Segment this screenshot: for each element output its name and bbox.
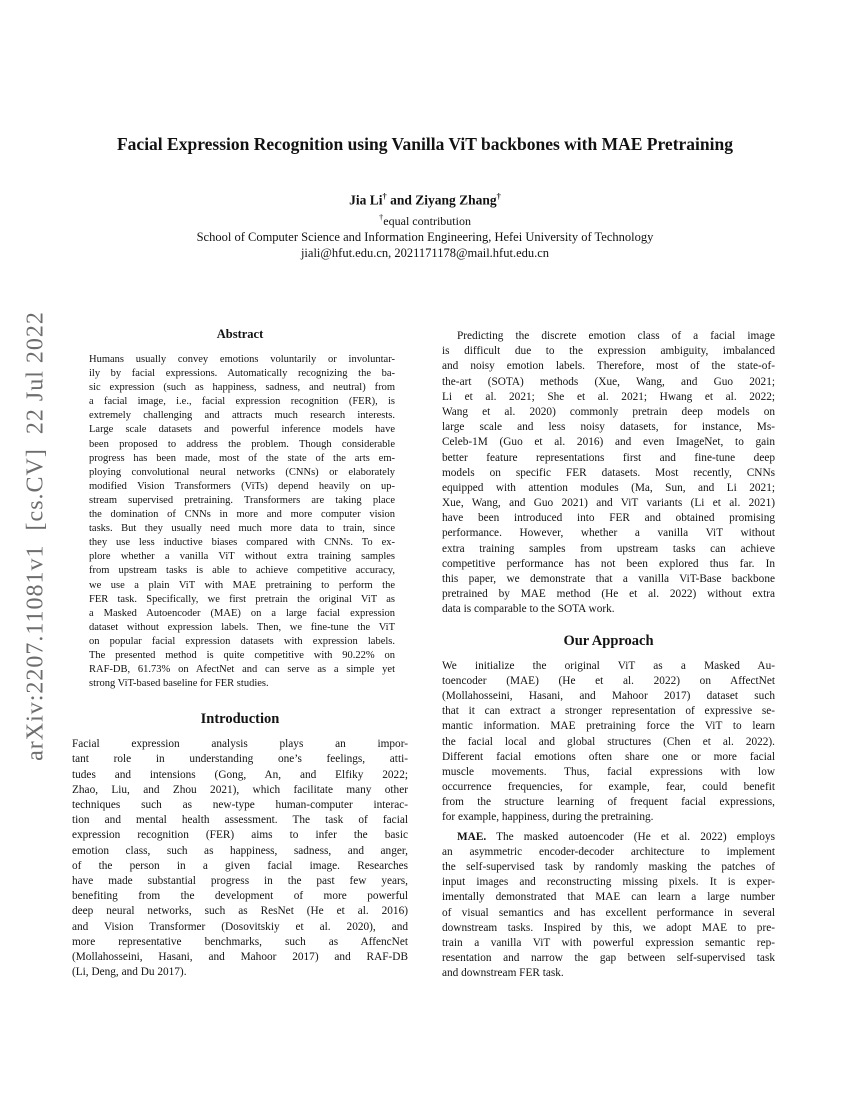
text-line: ily by facial expressions. Automatically recognizing the ba- [89,368,395,380]
contribution-note [0,212,850,229]
text-line: we use a plain ViT with MAE pretraining to perform the [89,579,395,591]
text-line: sic expression (such as happiness, sadness, and neutral) from [89,382,395,394]
text-line: deep neural networks, such as ResNet (He et al. 2016) [72,905,408,918]
text-line: (Mollahosseini, Hasani, and Mahoor 2017) and RAF-DB [72,950,408,963]
arxiv-watermark: arXiv:2207.11081v1 [cs.CV] 22 Jul 2022 [22,311,49,761]
text-line: and Vision Transformer (Dosovitskiy et al. 2020), and [72,920,408,933]
text-line: pretrained by MAE method (He et al. 2022) without extra [442,588,775,601]
text-line: on popular facial expression datasets with expression labels. [89,635,395,647]
dagger-mark-1: † [382,191,387,201]
text-line: the domination of CNNs in more and more computer vision [89,509,395,521]
text-line: Xue, Wang, and Guo 2021) and ViT variants (Li et al. 2021) [442,497,775,510]
author-emails: jiali@hfut.edu.cn, 2021171178@mail.hfut.edu.cn [300,245,550,260]
mae-paragraph-rest [442,845,775,982]
affiliation: School of Computer Science and Information Engineering, Hefei University of Technology [196,229,654,244]
approach-heading: Our Approach [563,632,654,649]
text-line: performance. However, whether a vanilla ViT without [442,527,775,540]
text-line: tudes and intensions (Gong, An, and Elfiky 2022; [72,768,408,781]
text-line: the facial local and global structures (Chen et al. 2022). [442,735,775,748]
approach-paragraph [442,659,775,826]
text-line: an asymmetric encoder-decoder architecture to implement [442,845,775,858]
text-line: a Masked Autoencoder (MAE) on a large facial expression [89,607,395,619]
text-line: resentation and narrow the gap between self-supervised task [442,952,775,965]
text-line: imentally demonstrated that MAE can learn a large number [442,891,775,904]
text-line: from upstream tasks is able to achieve competitive accuracy, [89,565,395,577]
abstract-body [89,353,395,691]
author-name-2: Ziyang Zhang [415,192,497,208]
text-line: and noisy emotion labels. Therefore, most of the state-of- [442,360,775,373]
text-line [442,830,775,845]
text-line: (Mollahosseini, Hasani, and Mahoor 2017) dataset such [442,689,775,702]
text-line: RAF-DB, 61.73% on AfectNet and can serve as a simple yet [89,664,395,676]
right-column [442,329,775,982]
text-line: downstream tasks. Inspired by this, we adopt MAE to pre- [442,921,775,934]
text-line: equipped with attention modules (Ma, Sun, and Li 2021; [442,481,775,494]
text-line: competitive performance has not been explored thus far. In [442,557,775,570]
text-line: tant role in understanding one’s feelings, atti- [72,753,408,766]
text-line: Wang et al. 2020) commonly pretrain deep models on [442,405,775,418]
text-line: Humans usually convey emotions voluntarily or involuntar- [89,354,395,365]
text-line: they use less inductive biases compared with CNNs. To ex- [89,537,395,549]
text-line: ploying convolutional neural networks (CNNs) or elaborately [89,466,395,478]
author-block [0,191,850,261]
left-column [72,327,408,980]
mae-bold-label: MAE. [457,830,487,843]
text-line: is difficult due to the expression ambiguity, imbalanced [442,345,775,358]
text-line: models on specific FER datasets. Most recently, CNNs [442,466,775,479]
text-line: extra training samples from upstream tasks can achieve [442,542,775,555]
text-line: modified Vision Transformers (ViTs) depend heavily on up- [89,480,395,492]
text-line: Celeb-1M (Guo et al. 2016) and even ImageNet, to gain [442,436,775,449]
text-run: The masked autoencoder (He et al. 2022) employs [486,830,775,843]
text-line: stream supervised pretraining. Transformers are taking place [89,494,395,506]
text-line: the-art (SOTA) methods (Xue, Wang, and Guo 2021; [442,375,775,388]
text-line: The presented method is quite competitive with 90.22% on [89,649,395,661]
text-line: been proposed to address the problem. Though considerable [89,438,395,450]
text-line: tion and mental health assessment. The task of facial [72,814,408,827]
mae-paragraph [442,830,775,982]
text-line: emotion class, such as happiness, sadness, and anger, [72,844,408,857]
text-line: of visual semantics and has excellent performance in several [442,906,775,919]
text-line: Predicting the discrete emotion class of a facial image [457,330,775,342]
text-line: Different facial emotions often share one or more facial [442,750,775,763]
dagger-mark-note: † [379,211,384,222]
text-line: muscle movements. Thus, facial expressions with low [442,765,775,778]
text-line: data is comparable to the SOTA work. [442,603,615,616]
text-line: strong ViT-based baseline for FER studies. [89,678,269,690]
text-line: techniques such as new-type human-computer interac- [72,799,408,811]
text-line: occurrence frequencies, for example, fear, could benefit [442,781,775,794]
opening-paragraph [442,329,775,618]
text-line: a facial image, i.e., facial expression recognition (FER), is [89,396,395,408]
paper-title: Facial Expression Recognition using Vanilla ViT backbones with MAE Pretraining [116,134,733,154]
text-line: tasks. But they usually need much more data to train, since [89,523,395,535]
authors-joiner: and [386,192,416,208]
text-line: have made substantial progress in the past few years, [72,874,408,887]
text-line: mantic information. MAE pretraining force the ViT to learn [442,720,775,733]
text-line: toencoder (MAE) (He et al. 2022) on AffectNet [442,674,775,687]
text-line: We initialize the original ViT as a Masked Au- [442,659,775,672]
text-line: Zhao, Liu, and Zhou 2021), which facilitate many other [72,783,408,796]
dagger-mark-2: † [496,191,501,201]
text-line: extremely challenging and attracts much research interests. [89,410,395,422]
text-line: dataset without expression labels. Then, we fine-tune the ViT [89,621,395,633]
text-line: expression recognition (FER) aims to infer the basic [72,829,408,842]
text-line: (Li, Deng, and Du 2017). [72,966,187,979]
author-name-1: Jia Li [349,192,383,208]
text-line: have been introduced into FER and obtained promising [442,512,775,525]
text-line: more representative benchmarks, such as AffencNet [72,935,408,948]
text-line: better feature representations first and fine-tune deep [442,451,775,464]
text-line: plore whether a vanilla ViT without extra training samples [89,551,395,563]
authors-line [0,191,850,209]
text-line: train a vanilla ViT with powerful expression semantic rep- [442,936,775,949]
text-line: and downstream FER task. [442,967,564,980]
text-line: Large scale datasets and powerful inference models have [89,424,395,436]
contribution-text: equal contribution [383,213,471,228]
text-line: of the person in a given facial image. Researches [72,859,408,872]
text-line: progress has been made, most of the state of the arts em- [89,452,395,464]
text-line: that it can extract a stronger representation of expressive se- [442,705,775,718]
abstract-heading: Abstract [216,327,264,341]
introduction-paragraph [72,737,408,980]
introduction-heading: Introduction [200,711,280,728]
text-line: input images and reconstructing missing pixels. It is exper- [442,876,775,889]
text-line: benefiting from the development of more powerful [72,890,408,903]
text-line: from the structure learning of frequent facial expressions, [442,796,775,809]
text-line: FER task. Specifically, we first pretrain the original ViT as [89,593,395,605]
text-line: this paper, we demonstrate that a vanilla ViT-Base backbone [442,573,775,585]
text-line: large scale and less noisy datasets, for instance, Ms- [442,421,775,434]
text-line: Facial expression analysis plays an impor- [72,738,408,751]
text-line: Li et al. 2021; She et al. 2021; Hwang et al. 2022; [442,390,775,403]
text-line: for example, happiness, during the pretraining. [442,811,654,824]
text-line: the self-supervised task by randomly masking the patches of [442,861,775,873]
